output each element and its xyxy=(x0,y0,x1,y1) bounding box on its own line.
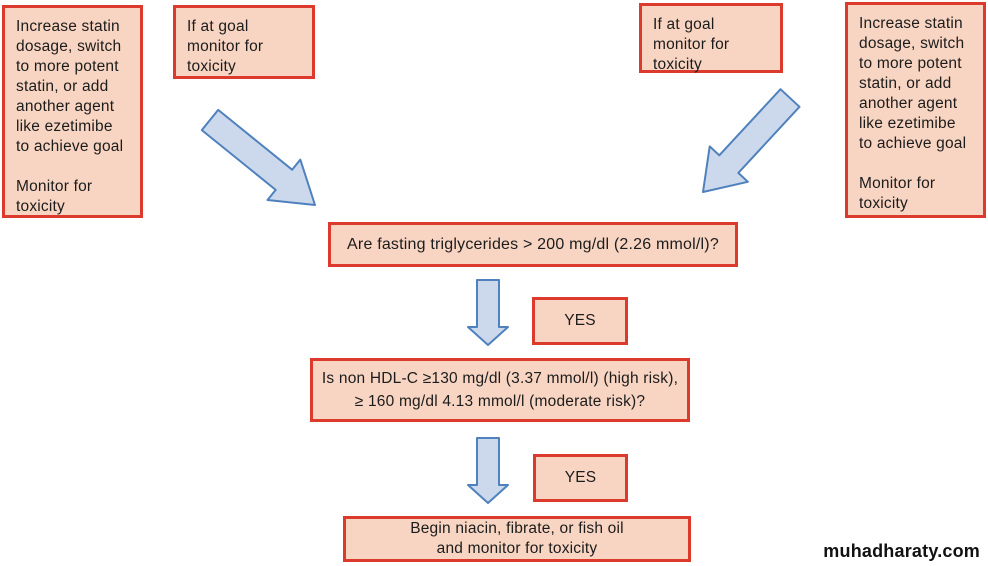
box-if-at-goal-left xyxy=(173,5,315,79)
box-if-at-goal-right-text: If at goal monitor for toxicity xyxy=(653,16,730,73)
box-if-at-goal-right xyxy=(639,3,783,73)
box-yes-2 xyxy=(533,454,628,502)
box-increase-statin-left-text: Increase statin dosage, switch to more potent statin, or add another agent like ezetimibe to achieve goal xyxy=(16,18,124,155)
yes-1-label: YES xyxy=(564,312,596,329)
diagonal-down-right-arrow-icon xyxy=(195,105,330,220)
box-question-triglycerides xyxy=(328,222,738,267)
yes-2-label: YES xyxy=(564,469,597,486)
down-arrow-icon xyxy=(466,437,510,505)
box-question-non-hdl xyxy=(310,358,690,422)
box-increase-statin-right-text: Increase statin dosage, switch to more potent statin, or add another agent like ezetimibe to achieve goal xyxy=(859,15,967,152)
question-non-hdl-line1: Is non HDL-C ≥130 mg/dl (3.37 mmol/l) (high risk), xyxy=(321,370,679,387)
box-increase-statin-left xyxy=(2,5,143,218)
box-yes-1 xyxy=(532,297,628,345)
box-increase-statin-right-note: Monitor for toxicity xyxy=(859,175,936,212)
begin-treatment-line1: Begin niacin, fibrate, or fish oil xyxy=(410,520,624,537)
watermark: muhadharaty.com xyxy=(823,541,980,561)
down-arrow-icon xyxy=(466,279,510,347)
question-non-hdl-line2: ≥ 160 mg/dl 4.13 mmol/l (moderate risk)? xyxy=(354,393,646,410)
box-increase-statin-left-note: Monitor for toxicity xyxy=(16,178,93,215)
box-increase-statin-right xyxy=(845,2,986,218)
question-triglycerides-text: Are fasting triglycerides > 200 mg/dl (2.26 mmol/l)? xyxy=(347,235,719,253)
box-if-at-goal-left-text: If at goal monitor for toxicity xyxy=(187,18,264,75)
box-begin-treatment xyxy=(343,516,691,562)
begin-treatment-line2: and monitor for toxicity xyxy=(436,540,598,557)
diagonal-down-left-arrow-icon xyxy=(690,88,805,203)
